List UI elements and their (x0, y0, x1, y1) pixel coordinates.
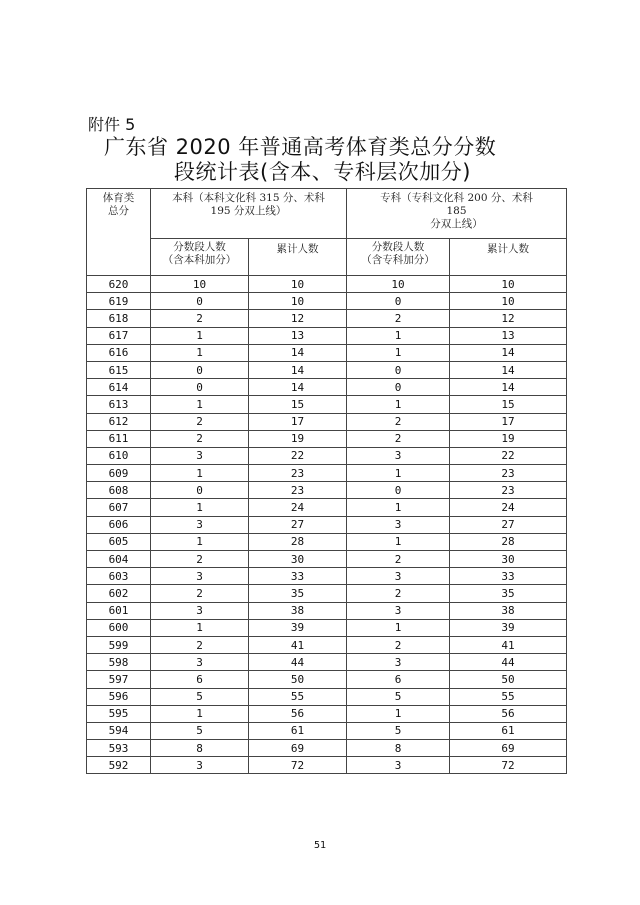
cell-zhuanke-count: 1 (347, 533, 450, 550)
cell-zhuanke-count: 2 (347, 551, 450, 568)
table-row (87, 533, 567, 550)
cell-benke-cumulative: 50 (249, 671, 347, 688)
cell-benke-cumulative: 44 (249, 654, 347, 671)
cell-score: 593 (87, 740, 151, 757)
cell-score: 597 (87, 671, 151, 688)
cell-benke-cumulative: 24 (249, 499, 347, 516)
cell-benke-count: 2 (151, 310, 249, 327)
cell-zhuanke-count: 0 (347, 379, 450, 396)
cell-zhuanke-cumulative: 14 (450, 344, 567, 361)
cell-score: 602 (87, 585, 151, 602)
cell-zhuanke-cumulative: 41 (450, 636, 567, 653)
table-row (87, 413, 567, 430)
cell-zhuanke-cumulative: 30 (450, 551, 567, 568)
cell-score: 592 (87, 757, 151, 774)
cell-benke-count: 5 (151, 688, 249, 705)
table-row (87, 585, 567, 602)
header-score: 体育类 总分 (87, 189, 151, 276)
page-number: 51 (313, 840, 327, 851)
cell-zhuanke-cumulative: 10 (450, 276, 567, 293)
table-row (87, 688, 567, 705)
table-row (87, 396, 567, 413)
cell-benke-count: 2 (151, 636, 249, 653)
cell-benke-count: 5 (151, 722, 249, 739)
cell-benke-count: 2 (151, 430, 249, 447)
cell-score: 607 (87, 499, 151, 516)
cell-benke-count: 0 (151, 482, 249, 499)
cell-benke-count: 1 (151, 619, 249, 636)
cell-zhuanke-cumulative: 15 (450, 396, 567, 413)
table-row (87, 619, 567, 636)
cell-benke-count: 0 (151, 379, 249, 396)
cell-zhuanke-count: 3 (347, 654, 450, 671)
cell-benke-count: 1 (151, 465, 249, 482)
cell-benke-cumulative: 22 (249, 447, 347, 464)
cell-score: 617 (87, 327, 151, 344)
cell-zhuanke-count: 1 (347, 344, 450, 361)
cell-score: 605 (87, 533, 151, 550)
cell-benke-count: 3 (151, 568, 249, 585)
cell-benke-cumulative: 28 (249, 533, 347, 550)
cell-zhuanke-cumulative: 61 (450, 722, 567, 739)
cell-zhuanke-count: 3 (347, 568, 450, 585)
cell-benke-count: 0 (151, 293, 249, 310)
cell-zhuanke-cumulative: 12 (450, 310, 567, 327)
cell-zhuanke-cumulative: 35 (450, 585, 567, 602)
cell-zhuanke-count: 0 (347, 293, 450, 310)
table-row (87, 430, 567, 447)
cell-benke-cumulative: 55 (249, 688, 347, 705)
cell-benke-cumulative: 38 (249, 602, 347, 619)
cell-score: 601 (87, 602, 151, 619)
attachment-label: 附件 5 (88, 115, 136, 134)
cell-benke-cumulative: 23 (249, 482, 347, 499)
cell-benke-cumulative: 39 (249, 619, 347, 636)
cell-score: 600 (87, 619, 151, 636)
table-row (87, 757, 567, 774)
cell-zhuanke-count: 2 (347, 310, 450, 327)
cell-score: 616 (87, 344, 151, 361)
cell-score: 598 (87, 654, 151, 671)
cell-zhuanke-count: 5 (347, 688, 450, 705)
cell-zhuanke-cumulative: 24 (450, 499, 567, 516)
cell-benke-count: 1 (151, 499, 249, 516)
cell-zhuanke-count: 3 (347, 447, 450, 464)
cell-zhuanke-cumulative: 39 (450, 619, 567, 636)
cell-zhuanke-cumulative: 72 (450, 757, 567, 774)
cell-zhuanke-cumulative: 13 (450, 327, 567, 344)
cell-benke-count: 8 (151, 740, 249, 757)
cell-zhuanke-count: 3 (347, 516, 450, 533)
cell-zhuanke-count: 2 (347, 636, 450, 653)
cell-zhuanke-count: 0 (347, 482, 450, 499)
header-benke-count: 分数段人数 （含本科加分） (151, 239, 249, 276)
cell-benke-cumulative: 19 (249, 430, 347, 447)
cell-benke-cumulative: 72 (249, 757, 347, 774)
cell-benke-count: 10 (151, 276, 249, 293)
header-benke-cumulative: 累计人数 (249, 239, 347, 276)
table-row (87, 379, 567, 396)
table-row (87, 568, 567, 585)
cell-score: 599 (87, 636, 151, 653)
table-row (87, 722, 567, 739)
cell-score: 611 (87, 430, 151, 447)
table-row (87, 705, 567, 722)
cell-zhuanke-count: 1 (347, 619, 450, 636)
cell-benke-cumulative: 10 (249, 276, 347, 293)
cell-benke-count: 1 (151, 327, 249, 344)
cell-benke-cumulative: 10 (249, 293, 347, 310)
cell-zhuanke-count: 1 (347, 327, 450, 344)
cell-benke-cumulative: 23 (249, 465, 347, 482)
cell-zhuanke-cumulative: 14 (450, 379, 567, 396)
cell-zhuanke-count: 3 (347, 602, 450, 619)
cell-benke-cumulative: 35 (249, 585, 347, 602)
cell-zhuanke-cumulative: 33 (450, 568, 567, 585)
cell-benke-count: 3 (151, 757, 249, 774)
cell-benke-count: 2 (151, 551, 249, 568)
cell-benke-count: 3 (151, 654, 249, 671)
cell-benke-count: 2 (151, 585, 249, 602)
cell-zhuanke-count: 2 (347, 585, 450, 602)
cell-zhuanke-cumulative: 19 (450, 430, 567, 447)
table-row (87, 276, 567, 293)
cell-zhuanke-cumulative: 14 (450, 361, 567, 378)
cell-score: 595 (87, 705, 151, 722)
table-row (87, 516, 567, 533)
cell-benke-cumulative: 12 (249, 310, 347, 327)
cell-zhuanke-cumulative: 38 (450, 602, 567, 619)
cell-benke-cumulative: 33 (249, 568, 347, 585)
cell-zhuanke-count: 8 (347, 740, 450, 757)
cell-benke-cumulative: 41 (249, 636, 347, 653)
cell-score: 612 (87, 413, 151, 430)
cell-benke-cumulative: 17 (249, 413, 347, 430)
table-row (87, 482, 567, 499)
cell-zhuanke-count: 10 (347, 276, 450, 293)
cell-score: 610 (87, 447, 151, 464)
cell-zhuanke-cumulative: 50 (450, 671, 567, 688)
cell-zhuanke-cumulative: 56 (450, 705, 567, 722)
table-row (87, 602, 567, 619)
cell-benke-cumulative: 61 (249, 722, 347, 739)
table-row (87, 327, 567, 344)
cell-zhuanke-count: 3 (347, 757, 450, 774)
table-row (87, 310, 567, 327)
cell-score: 613 (87, 396, 151, 413)
cell-score: 608 (87, 482, 151, 499)
table-row (87, 551, 567, 568)
cell-benke-count: 3 (151, 602, 249, 619)
cell-score: 604 (87, 551, 151, 568)
cell-zhuanke-count: 1 (347, 396, 450, 413)
cell-zhuanke-cumulative: 23 (450, 482, 567, 499)
header-group-zhuanke: 专科（专科文化科 200 分、术科 185 分双上线） (347, 189, 567, 239)
cell-benke-cumulative: 14 (249, 344, 347, 361)
cell-zhuanke-cumulative: 17 (450, 413, 567, 430)
cell-benke-count: 3 (151, 447, 249, 464)
cell-score: 609 (87, 465, 151, 482)
table-row (87, 447, 567, 464)
cell-score: 603 (87, 568, 151, 585)
cell-score: 619 (87, 293, 151, 310)
cell-zhuanke-count: 2 (347, 430, 450, 447)
cell-score: 606 (87, 516, 151, 533)
cell-benke-cumulative: 15 (249, 396, 347, 413)
cell-benke-cumulative: 13 (249, 327, 347, 344)
header-zhuanke-cumulative: 累计人数 (450, 239, 567, 276)
cell-zhuanke-count: 1 (347, 705, 450, 722)
cell-score: 615 (87, 361, 151, 378)
cell-zhuanke-count: 1 (347, 499, 450, 516)
cell-zhuanke-count: 2 (347, 413, 450, 430)
table-row (87, 465, 567, 482)
table-row (87, 361, 567, 378)
cell-zhuanke-cumulative: 10 (450, 293, 567, 310)
cell-benke-count: 2 (151, 413, 249, 430)
cell-benke-count: 6 (151, 671, 249, 688)
document-title-line1: 广东省 2020 年普通高考体育类总分分数 (104, 135, 497, 159)
cell-zhuanke-cumulative: 22 (450, 447, 567, 464)
cell-benke-cumulative: 14 (249, 379, 347, 396)
cell-zhuanke-count: 5 (347, 722, 450, 739)
cell-score: 614 (87, 379, 151, 396)
cell-zhuanke-count: 0 (347, 361, 450, 378)
cell-zhuanke-count: 1 (347, 465, 450, 482)
document-title-line2: 段统计表(含本、专科层次加分) (174, 160, 471, 184)
cell-benke-count: 3 (151, 516, 249, 533)
header-group-benke: 本科（本科文化科 315 分、术科 195 分双上线） (151, 189, 347, 239)
cell-benke-count: 1 (151, 396, 249, 413)
cell-benke-cumulative: 30 (249, 551, 347, 568)
table-row (87, 654, 567, 671)
cell-score: 594 (87, 722, 151, 739)
cell-benke-cumulative: 69 (249, 740, 347, 757)
cell-benke-count: 0 (151, 361, 249, 378)
cell-benke-count: 1 (151, 533, 249, 550)
table-row (87, 740, 567, 757)
header-zhuanke-count: 分数段人数 （含专科加分） (347, 239, 450, 276)
cell-zhuanke-cumulative: 23 (450, 465, 567, 482)
cell-zhuanke-cumulative: 69 (450, 740, 567, 757)
cell-zhuanke-cumulative: 55 (450, 688, 567, 705)
table-row (87, 636, 567, 653)
table-row (87, 293, 567, 310)
cell-score: 620 (87, 276, 151, 293)
cell-benke-cumulative: 14 (249, 361, 347, 378)
table-row (87, 344, 567, 361)
cell-score: 596 (87, 688, 151, 705)
cell-zhuanke-cumulative: 28 (450, 533, 567, 550)
cell-zhuanke-count: 6 (347, 671, 450, 688)
table-row (87, 671, 567, 688)
table-row (87, 499, 567, 516)
cell-benke-cumulative: 27 (249, 516, 347, 533)
score-statistics-table (86, 188, 567, 774)
cell-benke-count: 1 (151, 344, 249, 361)
cell-benke-cumulative: 56 (249, 705, 347, 722)
cell-score: 618 (87, 310, 151, 327)
cell-benke-count: 1 (151, 705, 249, 722)
cell-zhuanke-cumulative: 44 (450, 654, 567, 671)
cell-zhuanke-cumulative: 27 (450, 516, 567, 533)
